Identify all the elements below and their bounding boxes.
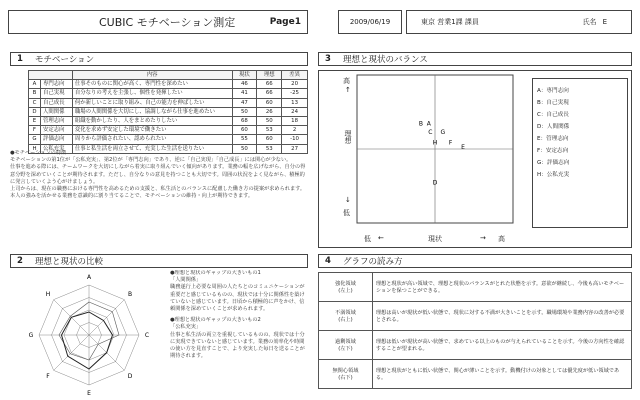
table-cell: 専門志向 xyxy=(40,80,72,89)
x-axis-low: 低 xyxy=(364,235,371,243)
guide-region-cell xyxy=(319,273,373,302)
legend-item: A：専門志向 xyxy=(537,88,569,94)
table-cell: 66 xyxy=(257,80,282,89)
gap-sub-2: 「公私充実」 xyxy=(170,324,202,331)
table-row xyxy=(29,89,308,98)
page-number: Page1 xyxy=(269,17,301,27)
x-axis-high: 高 xyxy=(498,235,505,243)
guide-region-cell xyxy=(319,302,373,331)
legend-item: H：公私充実 xyxy=(537,172,570,178)
table-cell: 60 xyxy=(257,98,282,107)
section-2-title: 2 理想と現状の比較 xyxy=(10,254,308,268)
employee-dept: 東京 営業1課 課員 xyxy=(421,18,479,26)
table-cell: 組織を動かしたり、人をまとめたりしたい xyxy=(72,116,232,125)
radar-axis-label: B xyxy=(127,290,133,298)
section-4-title: 4 グラフの読み方 xyxy=(318,254,632,268)
table-cell: 仕事そのものに関心が高く、専門性を深めたい xyxy=(72,80,232,89)
table-cell: 仕事と私生活を両立させて、充実した生活を送りたい xyxy=(72,144,232,153)
table-cell: 24 xyxy=(282,107,308,116)
table-cell: 公私充実 xyxy=(40,144,72,153)
table-header-cell: 理想 xyxy=(257,71,282,80)
section-3-title: 3 理想と現状のバランス xyxy=(318,52,632,66)
table-cell: 53 xyxy=(257,144,282,153)
table-cell: 50 xyxy=(232,107,257,116)
gap-heading-1: ●理想と現状のギャップの大きいもの1 xyxy=(170,270,261,276)
guide-row xyxy=(319,360,632,389)
table-cell: 自分なりの考えを主張し、個性を発揮したい xyxy=(72,89,232,98)
guide-description: 理想と現状が高い領域で、理想と現状のバランスがとれた状態を示す。意欲が継続し、今後も高いモチベーションを保つことができる。 xyxy=(372,273,631,302)
balance-legend xyxy=(532,78,628,228)
guide-region-cell xyxy=(319,360,373,389)
radar-chart xyxy=(14,270,164,400)
radar-axis-label: A xyxy=(86,274,92,281)
name-label: 氏名 xyxy=(582,18,597,26)
table-cell: 60 xyxy=(257,135,282,144)
table-cell: 人間関係 xyxy=(40,107,72,116)
guide-row xyxy=(319,331,632,360)
table-cell: A xyxy=(29,80,41,89)
table-header-cell: 内容 xyxy=(72,71,232,80)
legend-item: D：人間関係 xyxy=(537,124,570,130)
table-cell: 13 xyxy=(282,98,308,107)
motivation-feature-text xyxy=(10,150,306,245)
table-header-cell: 現状 xyxy=(232,71,257,80)
legend-item: C：自己成長 xyxy=(537,112,569,118)
table-header-cell: 差異 xyxy=(282,71,308,80)
y-axis-high: 高 xyxy=(343,77,350,85)
radar-axis-label: F xyxy=(46,373,50,381)
legend-item: E：管理志向 xyxy=(537,136,569,142)
balance-point-label: B xyxy=(418,120,424,128)
table-cell: -25 xyxy=(282,89,308,98)
table-row xyxy=(29,98,308,107)
balance-point-label: C xyxy=(428,129,433,137)
guide-region-position: (左上) xyxy=(338,288,353,294)
report-title: CUBIC モチベーション測定 xyxy=(99,16,236,29)
legend-item: F：安定志向 xyxy=(537,148,569,154)
table-cell: 変化を求めず安定した環境で働きたい xyxy=(72,126,232,135)
table-cell: 60 xyxy=(232,126,257,135)
table-cell: E xyxy=(29,116,41,125)
table-cell: H xyxy=(29,144,41,153)
table-cell: -10 xyxy=(282,135,308,144)
table-cell: 50 xyxy=(232,144,257,153)
table-cell: 評価志向 xyxy=(40,135,72,144)
table-cell: 26 xyxy=(257,107,282,116)
table-row xyxy=(29,80,308,89)
guide-region-name: 強化領域 xyxy=(335,281,356,287)
feature-para-3: 上司からは、現在の職務における専門性を高めるための支援と、私生活とのバランスに配慮した働き方の提案が求められます。本人の強みを活かせる業務を意識的に割り当てることで、モチベーションの維持・向上が期待できます。 xyxy=(10,186,306,200)
gap-heading-2: ●理想と現状のギャップの大きいもの2 xyxy=(170,317,261,324)
table-cell: 41 xyxy=(232,89,257,98)
table-cell: 自己成長 xyxy=(40,98,72,107)
table-row xyxy=(29,126,308,135)
employee-box xyxy=(406,10,632,34)
table-cell: 20 xyxy=(282,80,308,89)
table-cell: 53 xyxy=(257,126,282,135)
table-cell: 50 xyxy=(257,116,282,125)
y-axis-up-arrow: ↑ xyxy=(345,86,351,94)
x-axis-left-arrow: ← xyxy=(378,234,384,242)
balance-point-label: G xyxy=(440,129,446,137)
balance-point-label: H xyxy=(432,139,438,147)
guide-row xyxy=(319,273,632,302)
balance-point-label: D xyxy=(432,179,438,187)
radar-axis-label: H xyxy=(45,290,51,298)
gap-sub-1: 「人間関係」 xyxy=(170,277,202,284)
balance-point-label: E xyxy=(461,144,465,151)
title-box xyxy=(8,10,308,34)
guide-description: 理想は高いが現状が低い状態で、現状に対する不満が大きいことを示す。職場環境や業務内容の改善が必要とされる。 xyxy=(372,302,631,331)
report-date: 2009/06/19 xyxy=(349,18,391,26)
report-header xyxy=(8,10,632,36)
guide-region-cell xyxy=(319,331,373,360)
x-axis-label: 現状 xyxy=(428,235,442,243)
table-cell: 2 xyxy=(282,126,308,135)
table-row xyxy=(29,135,308,144)
date-box xyxy=(338,10,402,34)
gap-text-1: 職務遂行上必要な周囲の人たちとのコミュニケーションが重要だと感じているものの、現状では十分に関係性を築けていないと感じています。日頃から積極的に声をかけ、信頼関係を深めていくことが求められます。 xyxy=(170,284,305,313)
table-cell: 46 xyxy=(232,80,257,89)
motivation-table xyxy=(28,70,308,154)
balance-point-label: F xyxy=(448,139,453,147)
table-cell: D xyxy=(29,107,41,116)
table-row xyxy=(29,107,308,116)
guide-description: 理想は低いが現状が高い状態で、求めている以上のものが与えられていることを示す。今後の方向性を確認することが望まれる。 xyxy=(372,331,631,360)
guide-region-name: 無関心領域 xyxy=(332,368,359,374)
table-cell: 27 xyxy=(282,144,308,153)
guide-region-position: (右上) xyxy=(338,317,353,323)
guide-row xyxy=(319,302,632,331)
table-cell: 安定志向 xyxy=(40,126,72,135)
legend-item: B：自己実現 xyxy=(537,100,569,106)
table-cell: B xyxy=(29,89,41,98)
section-1-title: 1 モチベーション xyxy=(10,52,308,66)
legend-item: G：評価志向 xyxy=(537,160,570,166)
feature-para-1: モチベーションの第1位が「公私充実」、第2位が「専門志向」であり、逆に「自己実現」「自己成長」には関心が少ない。 xyxy=(10,157,292,164)
table-header-row xyxy=(29,71,308,80)
table-cell: C xyxy=(29,98,41,107)
radar-axis-label: D xyxy=(127,373,133,381)
current-polygon xyxy=(62,312,113,369)
table-cell: 管理志向 xyxy=(40,116,72,125)
table-row xyxy=(29,116,308,125)
x-axis-right-arrow: → xyxy=(480,234,486,242)
radar-axis-label: C xyxy=(144,332,150,339)
table-cell: G xyxy=(29,135,41,144)
y-axis-down-arrow: ↓ xyxy=(345,196,351,204)
table-cell: 55 xyxy=(232,135,257,144)
guide-region-position: (右下) xyxy=(338,375,353,381)
name-value: E xyxy=(602,18,607,26)
table-cell: 職場の人間関係を大切にし、協調しながら仕事を進めたい xyxy=(72,107,232,116)
balance-plot xyxy=(356,74,516,226)
table-cell: 周りから評価されたい、認められたい xyxy=(72,135,232,144)
guide-region-position: (左下) xyxy=(338,346,353,352)
table-cell: 66 xyxy=(257,89,282,98)
table-cell: 18 xyxy=(282,116,308,125)
gap-text-2: 仕事と私生活の両立を重視しているものの、現状では十分に実現できていないと感じています。業務の効率化や時間の使い方を見直すことで、より充実した毎日を送ることが期待されます。 xyxy=(170,331,305,360)
table-cell: 自己実現 xyxy=(40,89,72,98)
feature-heading: ●モチベーションの特徴 xyxy=(10,150,67,156)
radar-axis-label: G xyxy=(28,332,34,339)
table-cell: 68 xyxy=(232,116,257,125)
table-cell: 47 xyxy=(232,98,257,107)
table-cell: F xyxy=(29,126,41,135)
y-axis-low: 低 xyxy=(343,209,350,217)
graph-guide-table xyxy=(318,272,632,389)
guide-description: 理想と現状がともに低い状態で、関心が薄いことを示す。動機付けの対象としては優先度が低い領域である。 xyxy=(372,360,631,389)
radar-axis-label: E xyxy=(87,390,91,397)
table-header-cell xyxy=(29,71,73,80)
table-cell: 何か新しいことに取り組み、自己の能力を伸ばしたい xyxy=(72,98,232,107)
feature-para-2: 仕事を進める際には、チームワークを大切にしながら着実に取り組んでいく傾向があります。業務の幅を広げながら、自分の得意分野を深めていくことが期待されます。ただし、自分なりの意見を持つことも大切です。周囲の状況をよく見ながら、積極的に発言していくよう心がけましょう。 xyxy=(10,164,306,185)
y-axis-label: 理想 xyxy=(344,130,352,144)
guide-region-name: 不満領域 xyxy=(335,310,356,316)
guide-region-name: 過剰領域 xyxy=(335,339,356,345)
gap-notes xyxy=(170,270,306,398)
balance-point-label: A xyxy=(426,120,431,128)
